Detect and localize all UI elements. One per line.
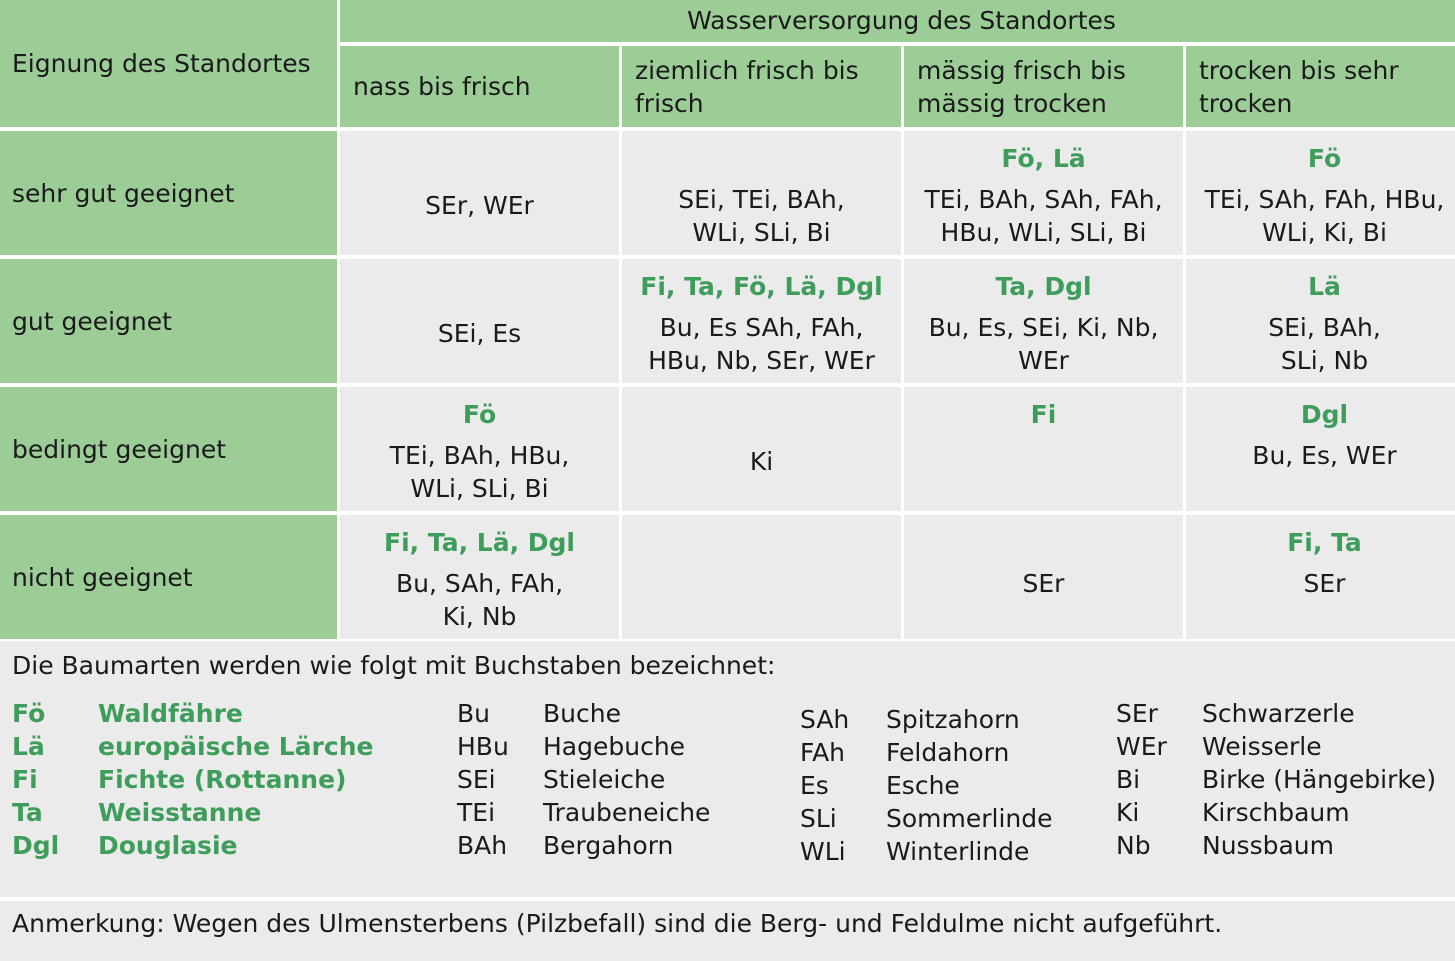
cell-species-line: SEr [1022, 569, 1065, 598]
cell-conifers: Fi [1030, 400, 1057, 429]
footnote-box [0, 901, 1455, 961]
legend-species-name: Feldahorn [886, 738, 1010, 767]
column-header-trocken [1186, 46, 1455, 127]
column-header-nass [340, 46, 619, 127]
legend-abbr: SEi [457, 765, 496, 794]
cell-species [1186, 183, 1455, 249]
legend-abbr: SAh [800, 705, 850, 734]
legend-abbr: WEr [1116, 732, 1167, 761]
legend-species-name: Douglasie [98, 831, 238, 860]
legend-abbr: FAh [800, 738, 846, 767]
legend-species-name: Sommerlinde [886, 804, 1053, 833]
legend-species-name: Buche [543, 699, 621, 728]
legend-abbr: Nb [1116, 831, 1151, 860]
cell-conifers: Fi, Ta [1287, 528, 1362, 557]
cell-species-line: SEi, BAh, [1268, 313, 1381, 342]
cell-species [622, 445, 901, 478]
cell-species [340, 439, 619, 505]
cell-species-line: Ki, Nb [442, 602, 517, 631]
table-cell [1186, 131, 1455, 255]
table-cell [1186, 259, 1455, 383]
cell-species [904, 567, 1183, 600]
cell-conifers: Fi, Ta, Lä, Dgl [384, 528, 575, 557]
column-header-maessig-frisch [904, 46, 1183, 127]
table-cell [622, 387, 901, 511]
legend-species-name: Weisstanne [98, 798, 262, 827]
legend-species-name: Bergahorn [543, 831, 674, 860]
legend-species-name: Waldfähre [98, 699, 243, 728]
row-header-label: gut geeignet [12, 306, 172, 336]
cell-species-line: TEi, BAh, HBu, [389, 441, 570, 470]
cell-species [340, 567, 619, 633]
cell-species-line: SEi, Es [437, 319, 522, 348]
row-header-label: sehr gut geeignet [12, 178, 235, 208]
cell-species-line: WLi, Ki, Bi [1262, 218, 1387, 247]
legend-species-name: Birke (Hängebirke) [1202, 765, 1437, 794]
legend-abbr: Bu [457, 699, 490, 728]
cell-species [340, 189, 619, 222]
legend-abbr: Dgl [12, 831, 60, 860]
table-cell [340, 131, 619, 255]
column-header-line: mässig frisch bis [917, 55, 1126, 85]
row-header-sehr-gut [0, 131, 337, 255]
corner-header [0, 0, 337, 127]
legend-abbr: SLi [800, 804, 837, 833]
legend-abbr: BAh [457, 831, 508, 860]
legend-abbr: TEi [457, 798, 496, 827]
column-header-line: trocken bis sehr [1199, 55, 1399, 85]
table-cell [340, 259, 619, 383]
water-supply-header [340, 0, 1455, 42]
legend-species-name: Weisserle [1202, 732, 1322, 761]
water-supply-header-label: Wasserversorgung des Standortes [687, 6, 1116, 35]
cell-species-line: HBu, Nb, SEr, WEr [648, 346, 875, 375]
cell-conifers: Lä [1308, 272, 1341, 301]
cell-species-line: SEr, WEr [425, 191, 534, 220]
legend-abbr: Es [800, 771, 829, 800]
table-cell [622, 131, 901, 255]
cell-species [622, 311, 901, 377]
row-header-nicht [0, 515, 337, 639]
cell-species [904, 183, 1183, 249]
legend-abbr: SEr [1116, 699, 1158, 728]
legend-species-name: Traubeneiche [543, 798, 711, 827]
cell-conifers: Fö [462, 400, 497, 429]
species-legend [0, 641, 1455, 897]
row-header-label: nicht geeignet [12, 562, 193, 592]
cell-species [1186, 567, 1455, 600]
table-cell [1186, 515, 1455, 639]
legend-species-name: europäische Lärche [98, 732, 374, 761]
cell-species-line: Bu, Es, WEr [1252, 441, 1397, 470]
cell-species-line: SEr [1303, 569, 1346, 598]
cell-conifers: Fö, Lä [1001, 144, 1086, 173]
cell-species-line: HBu, WLi, SLi, Bi [940, 218, 1147, 247]
cell-conifers: Fi, Ta, Fö, Lä, Dgl [640, 272, 883, 301]
cell-species-line: SLi, Nb [1280, 346, 1369, 375]
column-header-line: frisch [635, 88, 704, 118]
cell-conifers: Ta, Dgl [995, 272, 1092, 301]
footnote-text: Anmerkung: Wegen des Ulmensterbens (Pilzbefall) sind die Berg- und Feldulme nicht aufgeführt. [12, 909, 1223, 938]
cell-conifers: Dgl [1300, 400, 1349, 429]
cell-species-line: WLi, SLi, Bi [410, 474, 549, 503]
table-cell [622, 515, 901, 639]
legend-species-name: Hagebuche [543, 732, 686, 761]
column-header-line: mässig trocken [917, 88, 1107, 118]
table-cell [904, 515, 1183, 639]
cell-species [1186, 439, 1455, 472]
column-header-ziemlich-frisch [622, 46, 901, 127]
cell-species-line: WLi, SLi, Bi [692, 218, 831, 247]
cell-species [340, 317, 619, 350]
table-cell [1186, 387, 1455, 511]
legend-species-name: Fichte (Rottanne) [98, 765, 347, 794]
legend-species-name: Winterlinde [886, 837, 1030, 866]
cell-species-line: WEr [1018, 346, 1069, 375]
legend-species-name: Spitzahorn [886, 705, 1020, 734]
legend-intro: Die Baumarten werden wie folgt mit Buchstaben bezeichnet: [12, 651, 776, 680]
cell-species-line: Ki [749, 447, 774, 476]
cell-species-line: TEi, SAh, FAh, HBu, [1204, 185, 1445, 214]
legend-species-name: Nussbaum [1202, 831, 1334, 860]
cell-species-line: Bu, Es, SEi, Ki, Nb, [928, 313, 1159, 342]
column-header-line: nass bis frisch [353, 72, 531, 101]
row-header-gut [0, 259, 337, 383]
legend-species-name: Stieleiche [543, 765, 666, 794]
legend-abbr: Fi [12, 765, 38, 794]
column-header-line: ziemlich frisch bis [635, 55, 859, 85]
cell-species [904, 311, 1183, 377]
cell-species-line: Bu, Es SAh, FAh, [659, 313, 864, 342]
legend-abbr: WLi [800, 837, 846, 866]
row-header-label: bedingt geeignet [12, 434, 227, 464]
legend-abbr: Ki [1116, 798, 1140, 827]
legend-abbr: HBu [457, 732, 509, 761]
cell-conifers: Fö [1307, 144, 1342, 173]
table-cell [904, 387, 1183, 511]
cell-species-line: Bu, SAh, FAh, [395, 569, 564, 598]
legend-abbr: Fö [12, 699, 46, 728]
table-cell [904, 131, 1183, 255]
column-header-line: trocken [1199, 88, 1293, 118]
legend-abbr: Bi [1116, 765, 1141, 794]
cell-species [622, 183, 901, 249]
table-cell [904, 259, 1183, 383]
table-cell [340, 515, 619, 639]
row-header-bedingt [0, 387, 337, 511]
cell-species-line: TEi, BAh, SAh, FAh, [924, 185, 1163, 214]
cell-species [1186, 311, 1455, 377]
legend-species-name: Esche [886, 771, 960, 800]
legend-abbr: Lä [12, 732, 45, 761]
legend-abbr: Ta [12, 798, 43, 827]
table-cell [622, 259, 901, 383]
table-cell [340, 387, 619, 511]
cell-species-line: SEi, TEi, BAh, [678, 185, 845, 214]
legend-species-name: Schwarzerle [1202, 699, 1355, 728]
corner-header-label: Eignung des Standortes [12, 49, 311, 78]
legend-species-name: Kirschbaum [1202, 798, 1350, 827]
